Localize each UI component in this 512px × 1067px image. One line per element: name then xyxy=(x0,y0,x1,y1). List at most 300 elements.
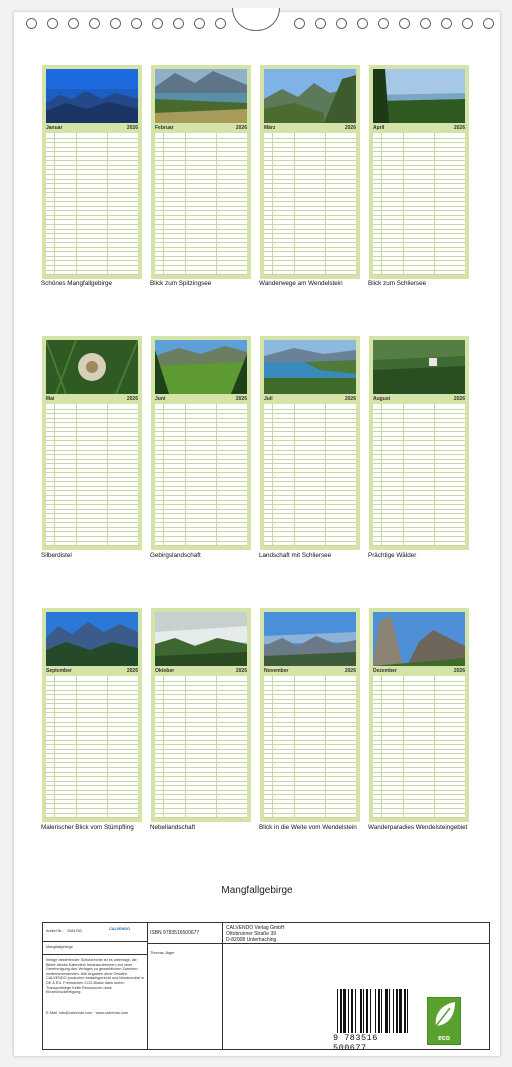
day-row-line xyxy=(155,749,247,750)
day-row-line xyxy=(264,183,356,184)
day-row-line xyxy=(264,459,356,460)
day-row-line xyxy=(155,156,247,157)
day-row-line xyxy=(373,495,465,496)
month-header xyxy=(373,125,465,132)
day-row-line xyxy=(264,165,356,166)
month-caption: Wanderparadies Wendelsteingebiet xyxy=(368,824,468,831)
day-row-line xyxy=(155,422,247,423)
column-divider xyxy=(163,133,164,275)
day-row-line xyxy=(155,799,247,800)
month-card xyxy=(260,65,360,279)
month-caption: Blick in die Weite vom Wendelstein xyxy=(259,824,357,831)
planner-grid xyxy=(373,404,465,546)
day-row-line xyxy=(155,781,247,782)
day-row-line xyxy=(373,188,465,189)
day-row-line xyxy=(46,509,138,510)
article-row xyxy=(43,923,147,942)
day-row-line xyxy=(46,790,138,791)
day-row-line xyxy=(46,500,138,501)
day-row-line xyxy=(264,699,356,700)
column-divider xyxy=(325,133,326,275)
day-row-line xyxy=(46,210,138,211)
day-row-line xyxy=(264,762,356,763)
day-row-line xyxy=(46,260,138,261)
day-row-line xyxy=(46,238,138,239)
day-row-line xyxy=(155,229,247,230)
day-row-line xyxy=(46,518,138,519)
barcode-bar xyxy=(399,989,402,1033)
day-row-line xyxy=(155,712,247,713)
day-row-line xyxy=(46,726,138,727)
day-row-line xyxy=(373,201,465,202)
day-row-line xyxy=(46,758,138,759)
day-row-line xyxy=(264,740,356,741)
binding-ring xyxy=(68,18,79,29)
month-card xyxy=(260,336,360,550)
day-row-line xyxy=(264,522,356,523)
day-row-line xyxy=(264,753,356,754)
day-row-line xyxy=(46,717,138,718)
day-row-line xyxy=(373,142,465,143)
binding-ring xyxy=(378,18,389,29)
day-row-line xyxy=(373,699,465,700)
day-row-line xyxy=(264,504,356,505)
month-card xyxy=(151,608,251,822)
day-row-line xyxy=(46,422,138,423)
month-header xyxy=(155,668,247,675)
day-row-line xyxy=(264,224,356,225)
day-row-line xyxy=(373,685,465,686)
barcode-bar xyxy=(404,989,406,1033)
month-photo xyxy=(373,69,465,123)
day-row-line xyxy=(373,274,465,275)
column-divider xyxy=(216,404,217,546)
day-row-line xyxy=(264,174,356,175)
publisher-name: CALVENDO Verlag GmbH xyxy=(226,925,285,931)
day-row-line xyxy=(373,740,465,741)
day-row-line xyxy=(155,817,247,818)
day-row-line xyxy=(373,242,465,243)
day-row-line xyxy=(155,685,247,686)
day-row-line xyxy=(373,156,465,157)
day-row-line xyxy=(46,450,138,451)
barcode-bar xyxy=(385,989,388,1033)
column-divider xyxy=(381,404,382,546)
day-row-line xyxy=(46,703,138,704)
column-divider xyxy=(434,133,435,275)
binding-ring xyxy=(215,18,226,29)
day-row-line xyxy=(46,531,138,532)
day-row-line xyxy=(264,142,356,143)
month-header xyxy=(373,668,465,675)
day-row-line xyxy=(373,183,465,184)
planner-grid xyxy=(155,676,247,818)
month-photo xyxy=(155,612,247,666)
column-divider xyxy=(294,676,295,818)
day-row-line xyxy=(264,468,356,469)
day-row-line xyxy=(264,169,356,170)
column-divider xyxy=(185,404,186,546)
day-row-line xyxy=(373,160,465,161)
barcode-bar xyxy=(366,989,368,1033)
day-row-line xyxy=(46,219,138,220)
day-row-line xyxy=(264,270,356,271)
day-row-line xyxy=(46,229,138,230)
day-row-line xyxy=(46,463,138,464)
day-row-line xyxy=(46,541,138,542)
binding-ring xyxy=(294,18,305,29)
month-photo xyxy=(155,69,247,123)
day-row-line xyxy=(155,740,247,741)
day-row-line xyxy=(155,699,247,700)
day-row-line xyxy=(373,233,465,234)
column-divider xyxy=(272,404,273,546)
day-row-line xyxy=(155,165,247,166)
day-row-line xyxy=(373,541,465,542)
day-row-line xyxy=(373,270,465,271)
day-row-line xyxy=(46,536,138,537)
day-row-line xyxy=(46,690,138,691)
leaf-icon xyxy=(428,998,460,1032)
day-row-line xyxy=(46,147,138,148)
barcode xyxy=(333,987,415,1053)
calendar-title: Mangfallgebirge xyxy=(221,885,293,896)
column-divider xyxy=(185,676,186,818)
day-row-line xyxy=(46,722,138,723)
day-row-line xyxy=(46,179,138,180)
column-divider xyxy=(163,676,164,818)
day-row-line xyxy=(264,251,356,252)
barcode-bar xyxy=(351,989,353,1033)
column-divider xyxy=(403,133,404,275)
day-row-line xyxy=(46,233,138,234)
day-row-line xyxy=(373,813,465,814)
binding-ring xyxy=(336,18,347,29)
day-row-line xyxy=(46,206,138,207)
day-row-line xyxy=(155,151,247,152)
day-row-line xyxy=(155,436,247,437)
column-divider xyxy=(107,404,108,546)
planner-grid xyxy=(46,676,138,818)
barcode-bar xyxy=(370,989,371,1033)
column-divider xyxy=(216,133,217,275)
month-caption: Wanderwege am Wendelstein xyxy=(259,280,343,287)
column-divider xyxy=(403,404,404,546)
day-row-line xyxy=(46,224,138,225)
day-row-line xyxy=(264,817,356,818)
month-year: 2026 xyxy=(344,668,356,674)
barcode-bar xyxy=(389,989,390,1033)
day-row-line xyxy=(155,717,247,718)
day-row-line xyxy=(155,690,247,691)
day-row-line xyxy=(373,179,465,180)
day-row-line xyxy=(373,509,465,510)
day-row-line xyxy=(46,409,138,410)
day-row-line xyxy=(46,468,138,469)
day-row-line xyxy=(264,749,356,750)
day-row-line xyxy=(373,504,465,505)
day-row-line xyxy=(373,422,465,423)
day-row-line xyxy=(155,767,247,768)
day-row-line xyxy=(46,731,138,732)
column-divider xyxy=(294,404,295,546)
publisher-city: D-82008 Unterhaching xyxy=(226,937,277,943)
imprint-box xyxy=(42,922,490,1053)
day-row-line xyxy=(46,817,138,818)
day-row-line xyxy=(264,735,356,736)
day-row-line xyxy=(373,500,465,501)
binding-ring xyxy=(131,18,142,29)
day-row-line xyxy=(155,708,247,709)
month-caption: Silberdistel xyxy=(41,552,72,559)
month-year: 2026 xyxy=(126,125,138,131)
day-row-line xyxy=(373,486,465,487)
day-row-line xyxy=(264,726,356,727)
day-row-line xyxy=(373,454,465,455)
day-row-line xyxy=(373,726,465,727)
legal-text: Infolge bestehender Schutzrechte ist es untersagt, die Bilder dieses Kalenders herauszutrennen und ohne Genehmigung des Verlages zu gewerblichen Zwecken weiterzuverwenden. Alle Angaben ohne Gewähr. CALVENDO produziert bedarfsgerecht und klimaneutral in DE & EU. Freimachen CO2-Bilanz dank sorter-Transportwege Kette Ressourcen dank Einzeldruckfertigung. xyxy=(46,958,144,995)
planner-grid xyxy=(264,676,356,818)
day-row-line xyxy=(155,197,247,198)
day-row-line xyxy=(373,165,465,166)
day-row-line xyxy=(155,418,247,419)
day-row-line xyxy=(46,274,138,275)
day-row-line xyxy=(264,440,356,441)
day-row-line xyxy=(373,681,465,682)
day-row-line xyxy=(373,427,465,428)
day-row-line xyxy=(264,694,356,695)
day-row-line xyxy=(46,431,138,432)
day-row-line xyxy=(373,690,465,691)
month-header xyxy=(155,396,247,403)
day-row-line xyxy=(46,265,138,266)
day-row-line xyxy=(264,785,356,786)
binding-ring xyxy=(441,18,452,29)
month-photo xyxy=(46,340,138,394)
month-year: 2026 xyxy=(235,396,247,402)
day-row-line xyxy=(46,445,138,446)
month-card xyxy=(151,336,251,550)
binding-ring xyxy=(152,18,163,29)
day-row-line xyxy=(46,427,138,428)
day-row-line xyxy=(264,790,356,791)
day-row-line xyxy=(264,463,356,464)
day-row-line xyxy=(264,703,356,704)
day-row-line xyxy=(373,440,465,441)
binding-ring xyxy=(420,18,431,29)
day-row-line xyxy=(264,206,356,207)
day-row-line xyxy=(155,192,247,193)
month-header xyxy=(264,396,356,403)
day-row-line xyxy=(373,192,465,193)
day-row-line xyxy=(155,808,247,809)
day-row-line xyxy=(155,463,247,464)
article-number: 2084760 xyxy=(67,929,82,933)
day-row-line xyxy=(155,427,247,428)
day-row-line xyxy=(373,169,465,170)
month-year: 2026 xyxy=(453,396,465,402)
day-row-line xyxy=(264,808,356,809)
author: Thomas Jäger xyxy=(150,951,175,955)
day-row-line xyxy=(155,174,247,175)
day-row-line xyxy=(264,712,356,713)
eco-label: eco xyxy=(437,1035,451,1042)
month-caption: Gebirgslandschaft xyxy=(150,552,201,559)
day-row-line xyxy=(373,513,465,514)
day-row-line xyxy=(264,436,356,437)
day-row-line xyxy=(264,138,356,139)
day-row-line xyxy=(155,500,247,501)
day-row-line xyxy=(46,712,138,713)
day-row-line xyxy=(264,477,356,478)
day-row-line xyxy=(155,681,247,682)
day-row-line xyxy=(264,260,356,261)
day-row-line xyxy=(264,799,356,800)
month-year: 2026 xyxy=(126,668,138,674)
day-row-line xyxy=(155,188,247,189)
day-row-line xyxy=(264,431,356,432)
day-row-line xyxy=(155,219,247,220)
day-row-line xyxy=(46,694,138,695)
day-row-line xyxy=(373,247,465,248)
day-row-line xyxy=(373,219,465,220)
imprint-isbn-column xyxy=(148,923,223,1049)
day-row-line xyxy=(155,142,247,143)
day-row-line xyxy=(264,229,356,230)
column-divider xyxy=(107,133,108,275)
day-row-line xyxy=(155,454,247,455)
month-name: November xyxy=(264,668,289,674)
product-name: Mangfallgebirge xyxy=(46,945,74,949)
day-row-line xyxy=(264,472,356,473)
month-header xyxy=(46,396,138,403)
month-header xyxy=(264,668,356,675)
month-name: Mai xyxy=(46,396,55,402)
day-row-line xyxy=(46,142,138,143)
day-row-line xyxy=(46,169,138,170)
day-row-line xyxy=(264,690,356,691)
month-name: April xyxy=(373,125,385,131)
day-row-line xyxy=(46,256,138,257)
day-row-line xyxy=(46,197,138,198)
month-card xyxy=(369,65,469,279)
month-photo xyxy=(264,69,356,123)
day-row-line xyxy=(373,712,465,713)
day-row-line xyxy=(373,459,465,460)
day-row-line xyxy=(46,527,138,528)
day-row-line xyxy=(264,481,356,482)
month-year: 2026 xyxy=(344,125,356,131)
month-name: September xyxy=(46,668,72,674)
day-row-line xyxy=(155,179,247,180)
column-divider xyxy=(325,676,326,818)
day-row-line xyxy=(264,179,356,180)
day-row-line xyxy=(373,490,465,491)
day-row-line xyxy=(373,431,465,432)
day-row-line xyxy=(46,735,138,736)
barcode-bar xyxy=(396,989,398,1033)
day-row-line xyxy=(155,224,247,225)
day-row-line xyxy=(46,251,138,252)
day-row-line xyxy=(155,703,247,704)
day-row-line xyxy=(155,160,247,161)
day-row-line xyxy=(155,413,247,414)
day-row-line xyxy=(155,431,247,432)
day-row-line xyxy=(373,776,465,777)
day-row-line xyxy=(373,531,465,532)
day-row-line xyxy=(46,165,138,166)
day-row-line xyxy=(373,138,465,139)
day-row-line xyxy=(155,790,247,791)
month-header xyxy=(373,396,465,403)
column-divider xyxy=(434,404,435,546)
day-row-line xyxy=(46,183,138,184)
barcode-number: 9 783516 500677 xyxy=(333,1033,378,1053)
barcode-bar xyxy=(363,989,364,1033)
day-row-line xyxy=(46,545,138,546)
day-row-line xyxy=(373,472,465,473)
day-row-line xyxy=(264,201,356,202)
day-row-line xyxy=(46,813,138,814)
day-row-line xyxy=(373,436,465,437)
barcode-bar xyxy=(343,989,346,1033)
day-row-line xyxy=(46,242,138,243)
day-row-line xyxy=(373,790,465,791)
planner-grid xyxy=(373,676,465,818)
day-row-line xyxy=(264,500,356,501)
day-row-line xyxy=(264,427,356,428)
day-row-line xyxy=(155,440,247,441)
month-card xyxy=(42,65,142,279)
month-caption: Landschaft mit Schliersee xyxy=(259,552,332,559)
month-photo xyxy=(155,340,247,394)
day-row-line xyxy=(155,772,247,773)
day-row-line xyxy=(155,504,247,505)
day-row-line xyxy=(373,799,465,800)
planner-grid xyxy=(155,133,247,275)
day-row-line xyxy=(264,813,356,814)
day-row-line xyxy=(46,808,138,809)
day-row-line xyxy=(155,545,247,546)
day-row-line xyxy=(373,703,465,704)
day-row-line xyxy=(264,445,356,446)
month-caption: Prächtige Wälder xyxy=(368,552,417,559)
day-row-line xyxy=(373,767,465,768)
day-row-line xyxy=(46,776,138,777)
day-row-line xyxy=(155,215,247,216)
day-row-line xyxy=(264,708,356,709)
day-row-line xyxy=(373,147,465,148)
day-row-line xyxy=(46,522,138,523)
day-row-line xyxy=(264,242,356,243)
day-row-line xyxy=(155,445,247,446)
day-row-line xyxy=(373,256,465,257)
planner-grid xyxy=(46,404,138,546)
day-row-line xyxy=(373,238,465,239)
day-row-line xyxy=(264,685,356,686)
day-row-line xyxy=(46,436,138,437)
imprint-legal-column xyxy=(43,923,148,1049)
day-row-line xyxy=(155,522,247,523)
day-row-line xyxy=(155,265,247,266)
month-caption: Blick zum Schliersee xyxy=(368,280,427,287)
planner-grid xyxy=(46,133,138,275)
day-row-line xyxy=(264,409,356,410)
day-row-line xyxy=(155,138,247,139)
day-row-line xyxy=(373,174,465,175)
day-row-line xyxy=(373,772,465,773)
day-row-line xyxy=(155,183,247,184)
